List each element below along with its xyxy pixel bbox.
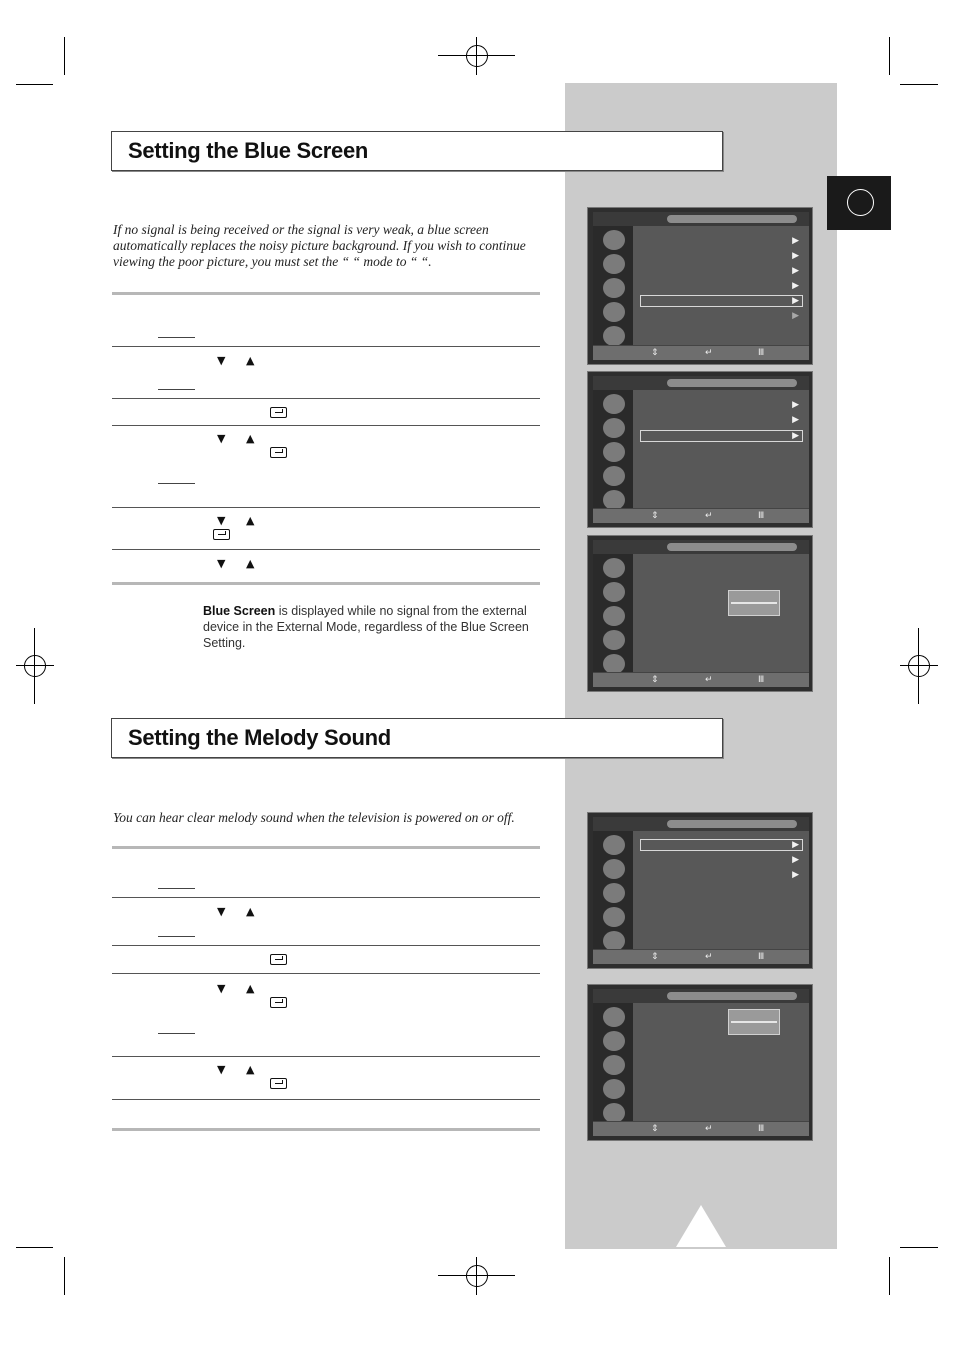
enter-icon xyxy=(270,407,287,418)
menu-icon: Ⅲ xyxy=(758,952,765,962)
registration-mark xyxy=(466,45,488,67)
section-title: Setting the Melody Sound xyxy=(128,725,391,750)
note-underline xyxy=(158,483,195,484)
setup-menu-icon xyxy=(603,302,625,322)
divider xyxy=(112,346,540,347)
osd-footer xyxy=(593,949,809,964)
input-menu-icon xyxy=(603,931,625,951)
osd-selected-row xyxy=(640,295,803,307)
channel-menu-icon xyxy=(603,606,625,626)
submenu-arrow-icon: ▶ xyxy=(792,236,799,246)
intro-text: You can hear clear melody sound when the television is powered on or off. xyxy=(113,810,515,825)
divider xyxy=(112,1099,540,1100)
down-arrow-icon: ▼ xyxy=(217,514,226,527)
submenu-arrow-icon: ▶ xyxy=(792,251,799,261)
tv-screen xyxy=(587,207,813,365)
channel-menu-icon xyxy=(603,278,625,298)
sound-menu-icon xyxy=(603,582,625,602)
enter-icon: ↵ xyxy=(705,1124,713,1134)
osd-selected-row xyxy=(640,839,803,851)
osd-header xyxy=(593,989,809,1003)
up-arrow-icon: ▲ xyxy=(246,557,255,570)
up-arrow-icon: ▲ xyxy=(246,432,255,445)
input-menu-icon xyxy=(603,654,625,674)
registration-mark xyxy=(24,655,46,677)
divider xyxy=(112,973,540,974)
move-icon: ⇕ xyxy=(651,952,659,962)
osd-footer xyxy=(593,672,809,687)
down-arrow-icon: ▼ xyxy=(217,1063,226,1076)
crop-mark xyxy=(64,1257,65,1295)
note-text xyxy=(203,603,533,651)
osd-header xyxy=(593,376,809,390)
menu-icon: Ⅲ xyxy=(758,1124,765,1134)
divider xyxy=(112,398,540,399)
crop-mark xyxy=(16,1247,53,1248)
picture-menu-icon xyxy=(603,394,625,414)
input-menu-icon xyxy=(603,490,625,510)
registration-mark xyxy=(16,665,54,666)
submenu-arrow-icon: ▶ xyxy=(792,281,799,291)
divider xyxy=(112,945,540,946)
sound-menu-icon xyxy=(603,418,625,438)
enter-icon xyxy=(270,954,287,965)
osd-option-popup xyxy=(728,1009,780,1035)
channel-menu-icon xyxy=(603,1055,625,1075)
osd-title-bar xyxy=(667,543,797,551)
osd-title-bar xyxy=(667,820,797,828)
up-arrow-icon: ▲ xyxy=(246,905,255,918)
setup-menu-icon xyxy=(603,466,625,486)
setup-menu-icon xyxy=(603,907,625,927)
move-icon: ⇕ xyxy=(651,348,659,358)
note-underline xyxy=(158,936,195,937)
submenu-arrow-icon: ▶ xyxy=(792,311,799,321)
osd-selected-row xyxy=(640,430,803,442)
note-underline xyxy=(158,337,195,338)
submenu-arrow-icon: ▶ xyxy=(792,870,799,880)
down-arrow-icon: ▼ xyxy=(217,905,226,918)
osd-title-bar xyxy=(667,215,797,223)
input-menu-icon xyxy=(603,1103,625,1123)
osd-title-bar xyxy=(667,992,797,1000)
page-marker-triangle xyxy=(676,1205,726,1247)
down-arrow-icon: ▼ xyxy=(217,557,226,570)
osd-panel xyxy=(593,989,809,1136)
enter-icon: ↵ xyxy=(705,952,713,962)
enter-icon xyxy=(270,997,287,1008)
up-arrow-icon: ▲ xyxy=(246,354,255,367)
enter-icon: ↵ xyxy=(705,348,713,358)
divider xyxy=(112,582,540,585)
note-rest: is displayed while no signal from the external device in the External Mode, regardless of the Blue Screen Setting. xyxy=(203,604,529,650)
menu-icon: Ⅲ xyxy=(758,511,765,521)
divider xyxy=(112,292,540,295)
osd-sidebar xyxy=(593,1003,633,1122)
osd-option-popup xyxy=(728,590,780,616)
submenu-arrow-icon: ▶ xyxy=(792,431,799,441)
submenu-arrow-icon: ▶ xyxy=(792,855,799,865)
note-underline xyxy=(158,389,195,390)
osd-panel xyxy=(593,540,809,687)
sound-menu-icon xyxy=(603,254,625,274)
osd-sidebar xyxy=(593,554,633,673)
osd-panel xyxy=(593,376,809,523)
menu-icon: Ⅲ xyxy=(758,348,765,358)
divider xyxy=(112,897,540,898)
down-arrow-icon: ▼ xyxy=(217,432,226,445)
sound-menu-icon xyxy=(603,1031,625,1051)
osd-option-highlight xyxy=(731,602,777,604)
sound-menu-icon xyxy=(603,859,625,879)
divider xyxy=(112,549,540,550)
osd-footer xyxy=(593,1121,809,1136)
registration-mark xyxy=(34,628,35,704)
osd-panel xyxy=(593,817,809,964)
language-tab xyxy=(827,176,891,230)
picture-menu-icon xyxy=(603,835,625,855)
divider xyxy=(112,1128,540,1131)
crop-mark xyxy=(900,1247,938,1248)
down-arrow-icon: ▼ xyxy=(217,982,226,995)
section-title-box xyxy=(111,131,723,171)
registration-mark xyxy=(476,1257,477,1295)
tv-screen xyxy=(587,812,813,969)
osd-sidebar xyxy=(593,226,633,346)
registration-mark xyxy=(466,1265,488,1287)
note-underline xyxy=(158,1033,195,1034)
enter-icon xyxy=(270,1078,287,1089)
submenu-arrow-icon: ▶ xyxy=(792,266,799,276)
channel-menu-icon xyxy=(603,883,625,903)
tv-screen xyxy=(587,535,813,692)
picture-menu-icon xyxy=(603,230,625,250)
crop-mark xyxy=(900,84,938,85)
down-arrow-icon: ▼ xyxy=(217,354,226,367)
crop-mark xyxy=(16,84,53,85)
section-title-box xyxy=(111,718,723,758)
up-arrow-icon: ▲ xyxy=(246,982,255,995)
submenu-arrow-icon: ▶ xyxy=(792,415,799,425)
move-icon: ⇕ xyxy=(651,675,659,685)
submenu-arrow-icon: ▶ xyxy=(792,296,799,306)
picture-menu-icon xyxy=(603,558,625,578)
enter-icon xyxy=(270,447,287,458)
tv-screen xyxy=(587,984,813,1141)
registration-mark xyxy=(908,655,930,677)
osd-header xyxy=(593,540,809,554)
picture-menu-icon xyxy=(603,1007,625,1027)
registration-mark xyxy=(476,37,477,75)
divider xyxy=(112,425,540,426)
note-bold: Blue Screen xyxy=(203,604,276,618)
intro-text: If no signal is being received or the signal is very weak, a blue screen automatically replaces the noisy picture background. If you wish to continue viewing the poor picture, you must set the “ “ mode to “ “. xyxy=(113,222,526,269)
enter-icon xyxy=(213,529,230,540)
menu-icon: Ⅲ xyxy=(758,675,765,685)
enter-icon: ↵ xyxy=(705,511,713,521)
setup-menu-icon xyxy=(603,1079,625,1099)
language-circle-icon xyxy=(847,189,874,216)
setup-menu-icon xyxy=(603,630,625,650)
osd-title-bar xyxy=(667,379,797,387)
registration-mark xyxy=(900,665,938,666)
osd-option-highlight xyxy=(731,1021,777,1023)
osd-header xyxy=(593,212,809,226)
move-icon: ⇕ xyxy=(651,511,659,521)
tv-screen xyxy=(587,371,813,528)
submenu-arrow-icon: ▶ xyxy=(792,400,799,410)
crop-mark xyxy=(64,37,65,75)
crop-mark xyxy=(889,37,890,75)
osd-panel xyxy=(593,212,809,360)
osd-footer xyxy=(593,345,809,360)
submenu-arrow-icon: ▶ xyxy=(792,840,799,850)
up-arrow-icon: ▲ xyxy=(246,1063,255,1076)
divider xyxy=(112,1056,540,1057)
enter-icon: ↵ xyxy=(705,675,713,685)
osd-header xyxy=(593,817,809,831)
osd-sidebar xyxy=(593,390,633,509)
divider xyxy=(112,507,540,508)
move-icon: ⇕ xyxy=(651,1124,659,1134)
osd-footer xyxy=(593,508,809,523)
input-menu-icon xyxy=(603,326,625,346)
channel-menu-icon xyxy=(603,442,625,462)
crop-mark xyxy=(889,1257,890,1295)
divider xyxy=(112,846,540,849)
registration-mark xyxy=(918,628,919,704)
osd-sidebar xyxy=(593,831,633,950)
section-title: Setting the Blue Screen xyxy=(128,138,369,163)
note-underline xyxy=(158,888,195,889)
up-arrow-icon: ▲ xyxy=(246,514,255,527)
